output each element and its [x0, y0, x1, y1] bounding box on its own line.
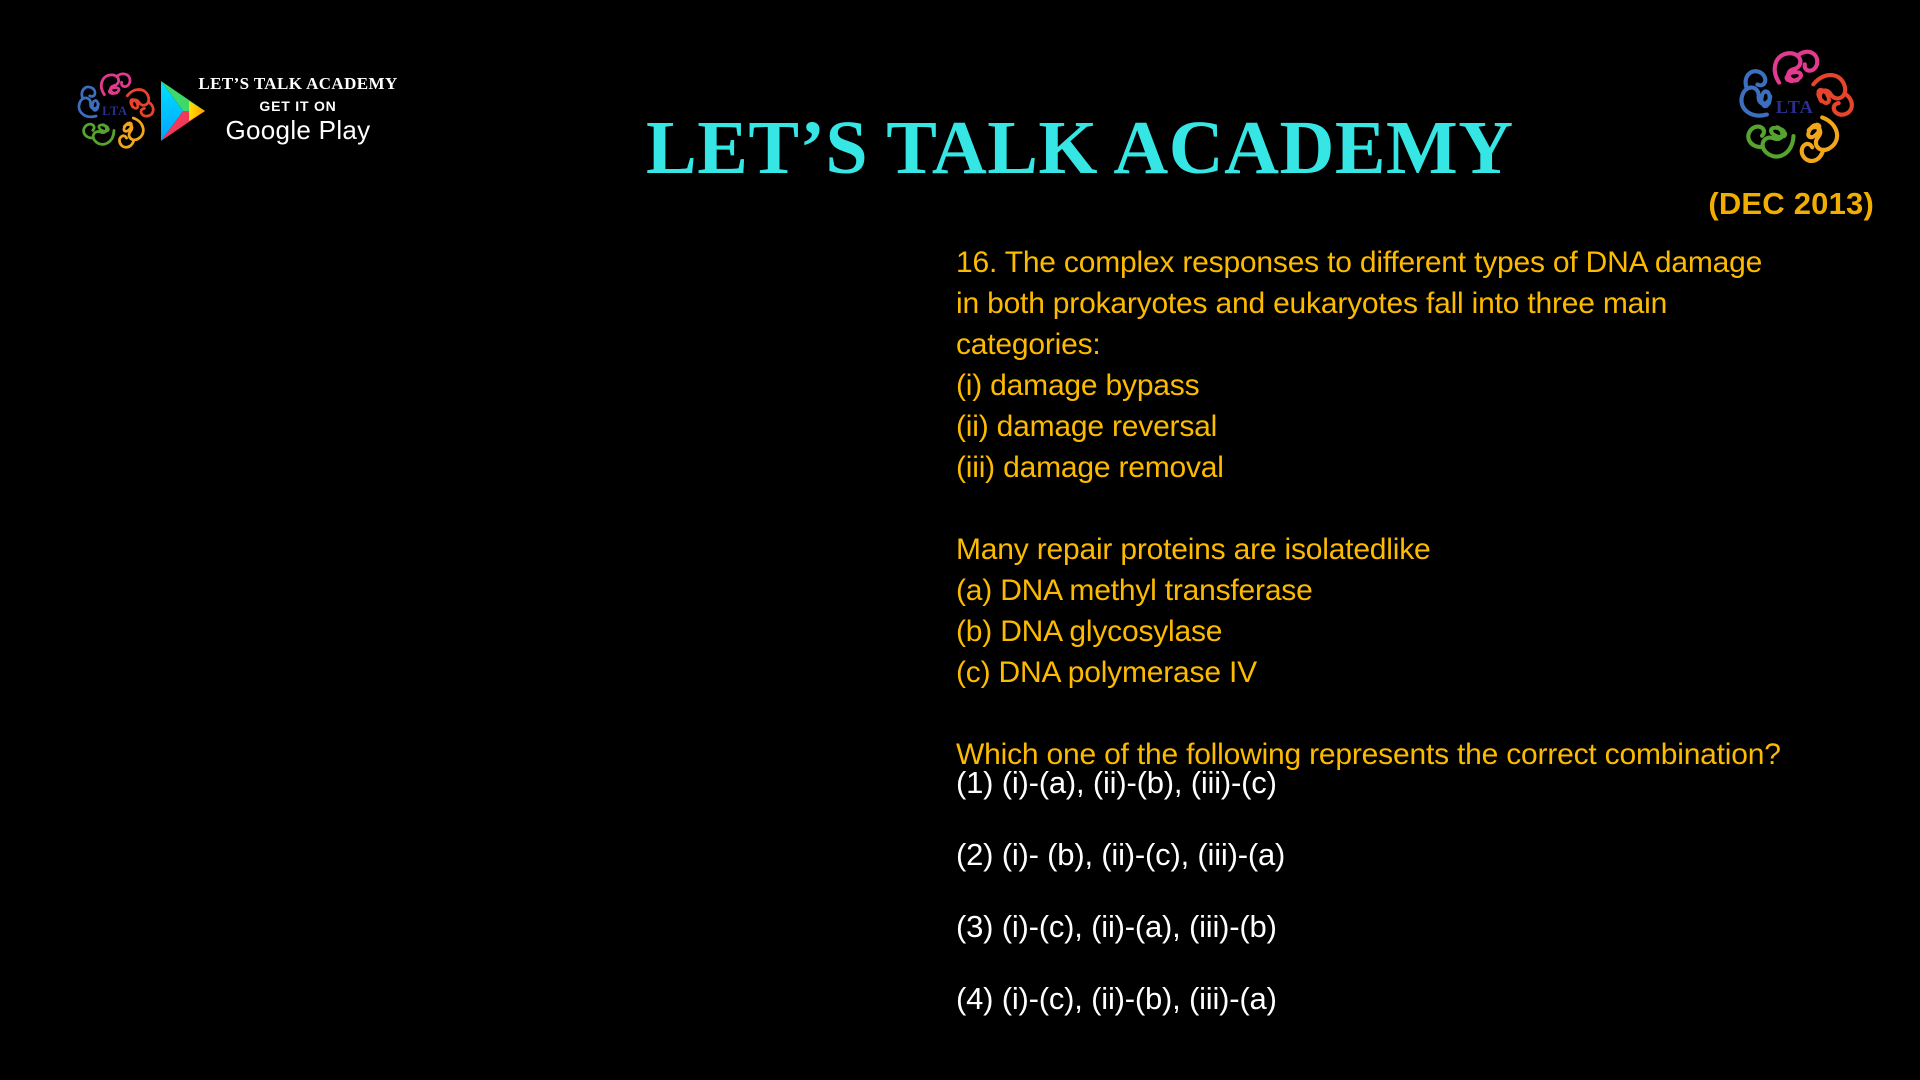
- exam-session-tag: (DEC 2013): [1708, 186, 1874, 221]
- question-list-item-c: (c) DNA polymerase IV: [956, 656, 1257, 689]
- lta-protein-logo-right-icon: [1734, 46, 1856, 168]
- answer-option-3: (3) (i)-(c), (ii)-(a), (iii)-(b): [956, 909, 1277, 944]
- question-prompt: Which one of the following represents the correct combination?: [956, 738, 1781, 771]
- question-list-item-a: (a) DNA methyl transferase: [956, 574, 1313, 607]
- badge-academy-label: LET’S TALK ACADEMY: [198, 74, 398, 93]
- answer-option-1: (1) (i)-(a), (ii)-(b), (iii)-(c): [956, 765, 1277, 800]
- question-text: [956, 242, 1781, 775]
- question-list-item-iii: (iii) damage removal: [956, 451, 1224, 484]
- question-line: 16. The complex responses to different types of DNA damage: [956, 246, 1763, 279]
- badge-google-play-label: Google Play: [225, 115, 371, 145]
- spacer-line: [956, 693, 1781, 734]
- question-list-item-ii: (ii) damage reversal: [956, 410, 1218, 443]
- question-list-item-i: (i) damage bypass: [956, 369, 1200, 402]
- badge-get-it-on-label: GET IT ON: [259, 98, 337, 114]
- lta-protein-logo-left-icon: [74, 68, 156, 154]
- answer-options: [956, 766, 1285, 1054]
- question-line: Many repair proteins are isolatedlike: [956, 533, 1431, 566]
- answer-option-2: (2) (i)- (b), (ii)-(c), (iii)-(a): [956, 837, 1286, 872]
- google-play-badge[interactable]: [158, 74, 408, 150]
- google-play-badge-text: [190, 74, 406, 146]
- spacer-line: [956, 488, 1781, 529]
- question-list-item-b: (b) DNA glycosylase: [956, 615, 1223, 648]
- question-line: in both prokaryotes and eukaryotes fall into three main: [956, 287, 1668, 320]
- page-title: LET’S TALK ACADEMY: [646, 105, 1514, 190]
- answer-option-4: (4) (i)-(c), (ii)-(b), (iii)-(a): [956, 981, 1277, 1016]
- question-line: categories:: [956, 328, 1101, 361]
